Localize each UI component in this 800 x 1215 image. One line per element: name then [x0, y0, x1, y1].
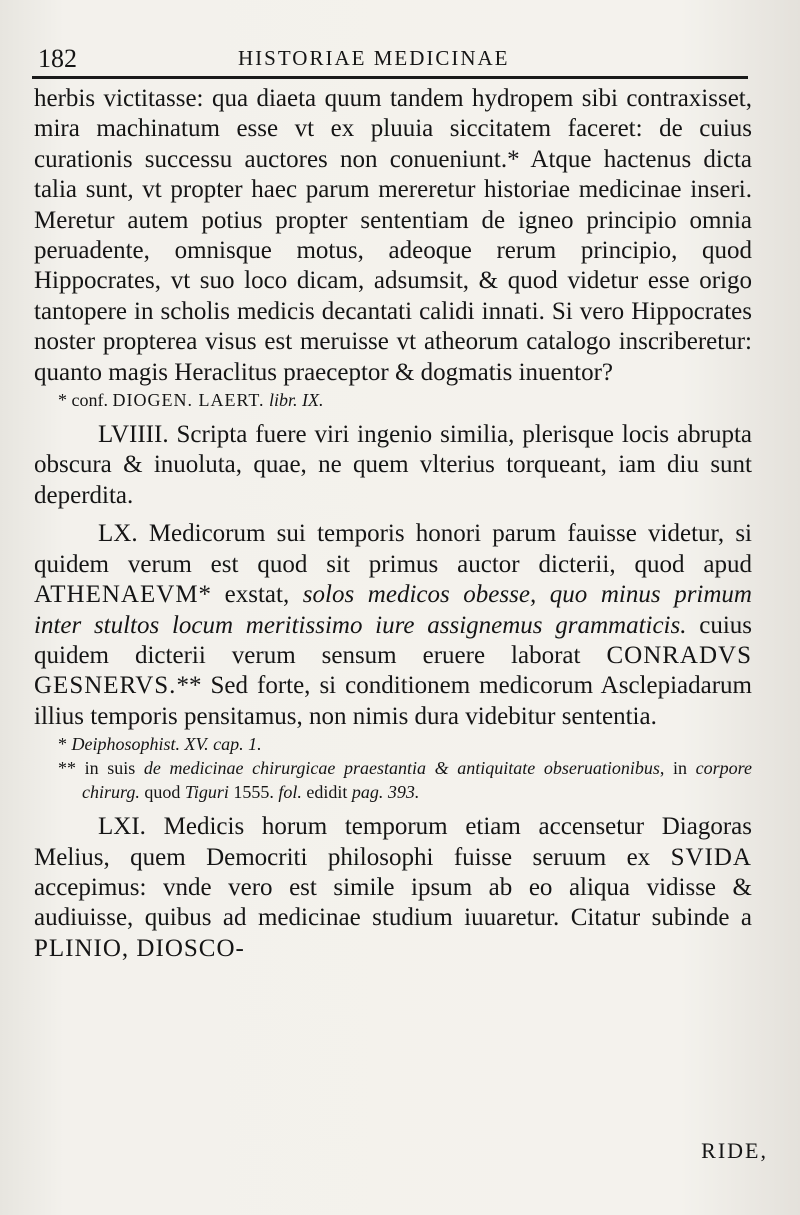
paragraph-text: Medicorum sui temporis honori parum fauisse videtur, si quidem verum est quod sit primus auctor dicterii, quod apud [34, 520, 752, 578]
paragraph-text: cuius quidem dicterii verum sensum eruere laborat [34, 611, 753, 669]
footnote-3: ** in suis de medicinae chirurgicae praestantia & antiquitate obseruationibus, in corpore chirurg. quod Tiguri 1555. fol. edidit pag. 393. [58, 758, 752, 803]
footnote-1 [34, 388, 752, 412]
body-text [34, 84, 752, 964]
header-rule [32, 76, 748, 79]
section-numeral: LVIIII. [98, 421, 169, 449]
page-number: 182 [38, 44, 77, 73]
cited-author: PLINIO, DIOSCO- [34, 934, 245, 962]
page-header [30, 40, 750, 74]
running-title: HISTORIAE MEDICINAE [238, 46, 510, 70]
cited-author: ATHENAEVM [34, 581, 199, 609]
footnote-marker: * [58, 390, 67, 411]
section-numeral: LX. [98, 520, 138, 548]
cited-author: SVIDA [670, 843, 752, 871]
footnote-author: DIOGEN. LAERT. [112, 390, 265, 411]
cited-author: CONRADVS GESNERVS. [34, 641, 752, 700]
paragraph-text: Medicis horum temporum etiam accensetur Diagoras Melius, quem Democriti philosophi fuisse seruum ex [34, 813, 752, 871]
paragraph-text: ** Sed forte, si conditionem medicorum Asclepiadarum illius temporis pensitamus, non nimis dura videbitur sententia. [34, 672, 752, 730]
paragraph-lviiii [34, 420, 752, 511]
paragraph-text: * exstat, [198, 581, 290, 609]
section-numeral: LXI. [98, 813, 146, 841]
footnote-text: conf. [71, 390, 108, 411]
footnote-marker: ** [58, 758, 76, 779]
paragraph-lxi [34, 812, 752, 964]
paragraph-text: accepimus: vnde vero est simile ipsum ab eo aliqua vidisse & audiuisse, quibus ad medicinae studium iuuaretur. Citatur subinde a [34, 873, 752, 932]
quotation: solos medicos obesse, quo minus primum inter stultos locum meritissimo iure assignemus grammaticis. [34, 581, 752, 639]
paragraph-text: Scripta fuere viri ingenio similia, plerisque locis abrupta obscura & inuoluta, quae, ne quem vlterius torqueant, iam diu sunt deperdita. [34, 421, 753, 509]
footnote-2 [34, 732, 752, 756]
catchword: RIDE, [701, 1138, 768, 1163]
footnote-marker: * [58, 734, 67, 755]
paragraph-lx [34, 519, 752, 732]
footnote-reference: libr. IX. [269, 390, 324, 411]
paragraph-continued: herbis victitasse: qua diaeta quum tandem hydropem sibi contraxisset, mira machinatum esse vt ex pluuia siccitatem faceret: de cuius curationis successu auctores non conueniunt.* Atque hactenus dicta talia sunt, vt propter haec parum mereretur historiae medicinae inseri. Meretur autem potius propter sententiam de igneo principio omnia peruadente, omnisque motus, adeoque rerum principio, quod Hippocrates, vt suo loco dicam, adsumsit, & quod videtur esse origo tantopere in scholis medicis decantati calidi innati. Si vero Hippocrates noster propterea visus est meruisse vt atheorum catalogo inscriberetur: quanto magis Heraclitus praeceptor & dogmatis inuentor? [34, 85, 752, 386]
footnote-text: Deiphosophist. XV. cap. 1. [71, 734, 262, 755]
